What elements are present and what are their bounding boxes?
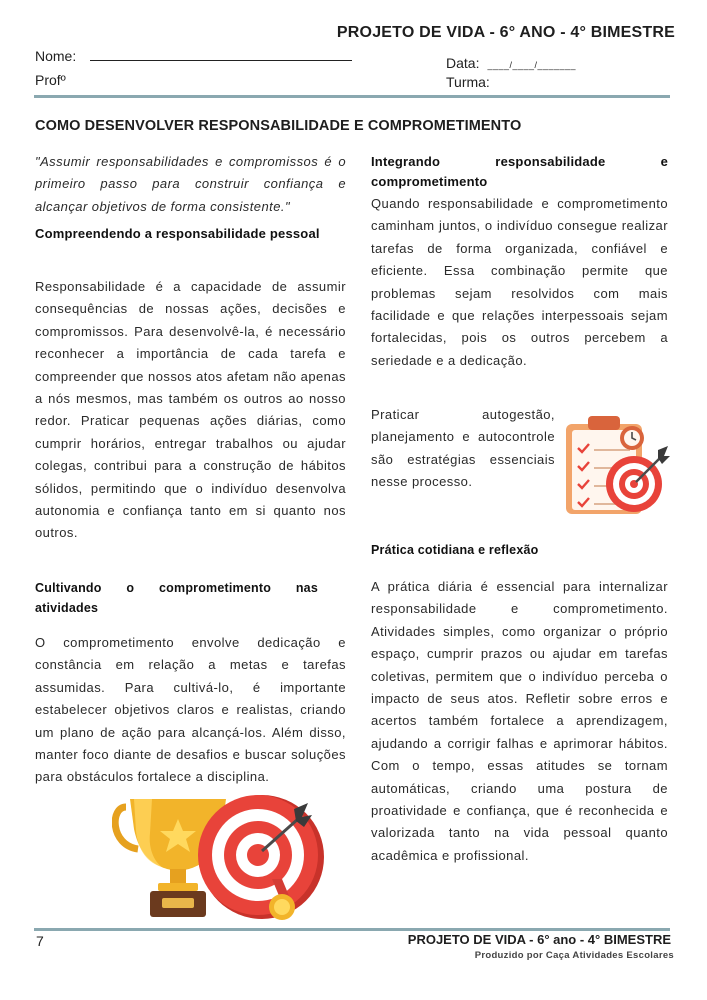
name-blank-line[interactable] [90,49,352,61]
footer-credit: Produzido por Caça Atividades Escolares [474,950,674,961]
intro-quote: "Assumir responsabilidades e compromissos é o primeiro passo para construir confiança e alcançar objetivos de forma consistente." [35,154,346,214]
section-heading-commitment: Cultivando o comprometimento nas atividades [35,581,318,615]
page-number: 7 [36,933,44,949]
name-label: Nome: [35,48,77,64]
trophy-target-illustration [112,793,328,925]
class-label: Turma: [446,74,490,90]
section-text-commitment: O comprometimento envolve dedicação e constância em relação a metas e tarefas assumidas. Para cultivá-lo, é importante estabelecer objetivos claros e realistas, criando um plano de ação para alcançá-los. Além disso, manter foco diante de desafios e buscar soluções para obstáculos fortalece a disciplina. [35,635,346,785]
section-text-practice: A prática diária é essencial para internalizar responsabilidade e comprometimento. Atividades simples, como organizar o próprio espaço, cumprir prazos ou ajudar em tarefas coletivas, permitem que o indivíduo perceba o impacto de seus atos. Refletir sobre erros e acertos também fortalece a aprendizagem, ajudando a corrigir falhas e aprimorar hábitos. Com o tempo, essas atitudes se tornam automáticas, criando uma postura de proatividade e confiança, que é reconhecida e valorizada tanto na vida pessoal quanto acadêmica e profissional. [371,579,668,863]
section-text-integrating: Quando responsabilidade e comprometimento caminham juntos, o indivíduo consegue realizar tarefas de forma organizada, confiável e eficiente. Essa combinação permite que problemas sejam resolvidos com mais facilidade e que relações interpessoais sejam fortalecidas, pois os outros percebem a seriedade e a dedicação. [371,196,668,368]
date-blank[interactable]: ____/____/_______ [487,60,577,70]
section-heading-practice: Prática cotidiana e reflexão [371,543,539,557]
target-icon [198,795,324,919]
checklist-target-illustration [560,410,670,516]
worksheet-header-title: PROJETO DE VIDA - 6° ANO - 4° BIMESTRE [336,24,675,41]
section-text-strategies: Praticar autogestão, planejamento e autocontrole são estratégias essenciais nesse processo. [371,407,555,490]
section-text-responsibility: Responsabilidade é a capacidade de assumir consequências de nossas ações, decisões e compromissos. Para desenvolvê-la, é necessário reconhecer a importância de cada tarefa e compreender que nossos atos afetam não apenas a nós mesmos, mas também os outros ao nosso redor. Praticar pequenas ações diárias, como cumprir horários, entregar trabalhos ou ajudar colegas, contribui para a construção de hábitos sólidos, permitindo que o indivíduo desenvolva autonomia e confiança tanto em si quanto nos outros. [35,279,346,541]
name-field[interactable] [35,48,352,64]
page-title: COMO DESENVOLVER RESPONSABILIDADE E COMPROMETIMENTO [35,118,522,134]
clock-icon [620,426,644,450]
footer-divider [34,928,670,931]
date-label: Data: [446,55,480,71]
date-field[interactable] [446,55,576,71]
section-heading-integrating: Integrando responsabilidade e comprometimento [371,154,668,189]
header-divider [34,95,670,98]
footer-title: PROJETO DE VIDA - 6° ano - 4° BIMESTRE [407,932,671,947]
section-heading-responsibility: Compreendendo a responsabilidade pessoal [35,226,320,241]
teacher-label: Profº [35,72,66,88]
